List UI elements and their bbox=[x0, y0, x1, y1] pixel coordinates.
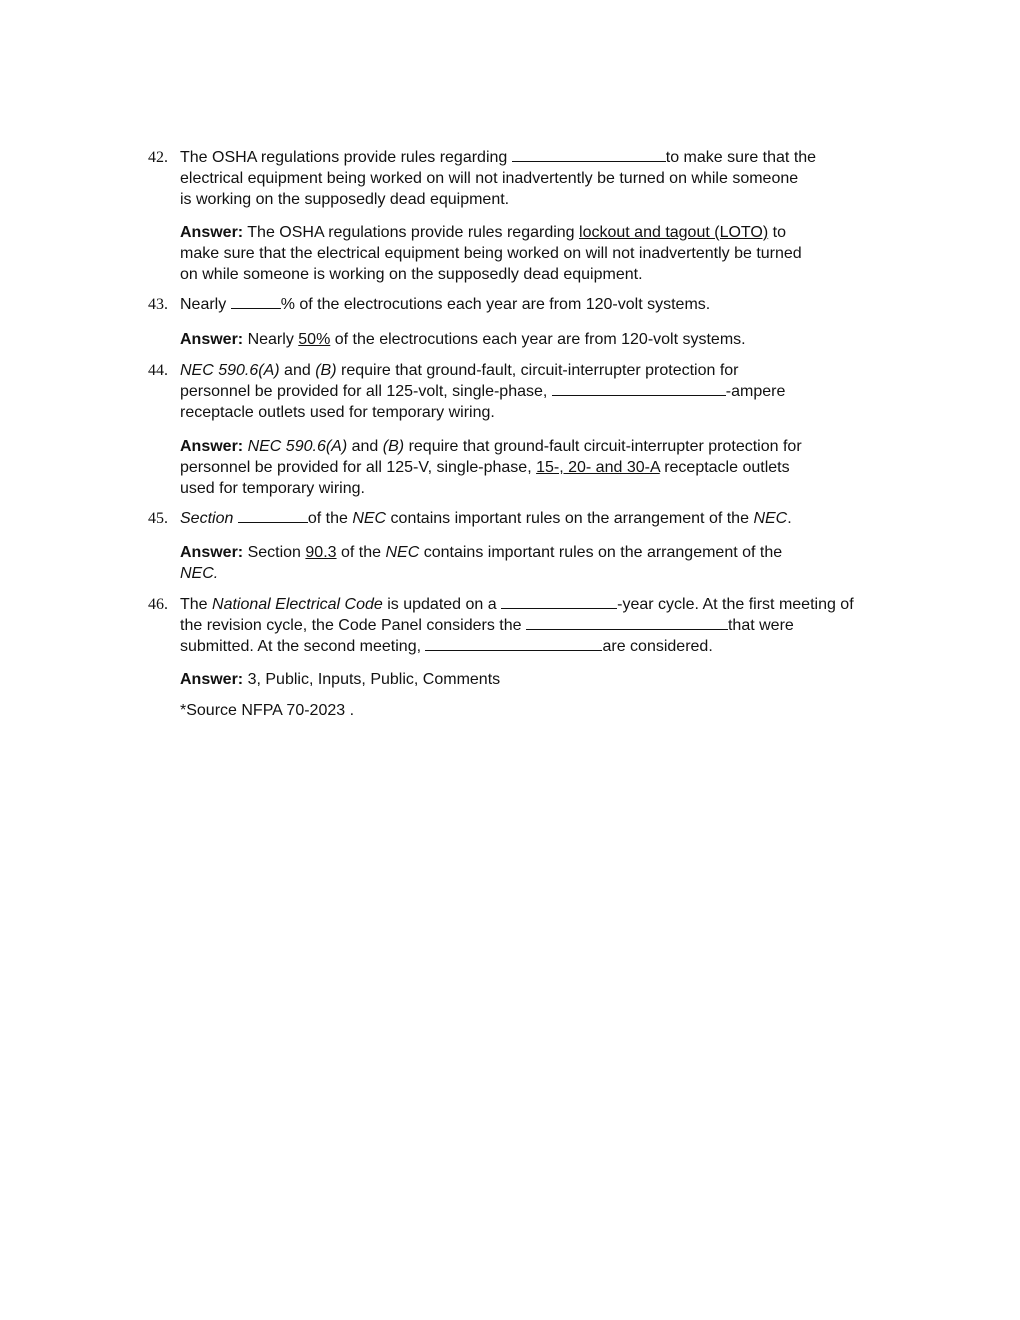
question-46 bbox=[148, 594, 872, 657]
answer-fill: 15-, 20- and 30-A bbox=[536, 459, 660, 476]
answer-46 bbox=[180, 669, 857, 690]
answer-45: Answer: Section 90.3 of the NEC contains important rules on the arrangement of the NEC. bbox=[180, 544, 783, 582]
source-note: *Source NFPA 70-2023 . bbox=[180, 702, 355, 719]
question-number: 42. bbox=[148, 149, 168, 166]
answer-label: Answer: bbox=[180, 544, 244, 561]
answer-42: Answer: The OSHA regulations provide rules regarding lockout and tagout (LOTO) to make sure that the electrical equipment being worked on will not inadvertently be turned on while someone is working on the supposedly dead equipment. bbox=[180, 224, 802, 283]
fill-in-blank[interactable] bbox=[425, 636, 602, 651]
answer-label: Answer: bbox=[180, 224, 244, 241]
question-text: Section of the NEC contains important rules on the arrangement of the NEC. bbox=[180, 510, 792, 527]
answer-fill: lockout and tagout (LOTO) bbox=[579, 224, 769, 241]
fill-in-blank[interactable] bbox=[238, 508, 308, 523]
fill-in-blank[interactable] bbox=[526, 615, 728, 630]
answer-44: Answer: NEC 590.6(A) and (B) require that ground-fault circuit-interrupter protection for personnel be provided for all 125-V, single-phase, 15-, 20- and 30-A receptacle outlets used for temporary wiring. bbox=[180, 438, 802, 497]
question-43 bbox=[148, 294, 872, 315]
question-number: 43. bbox=[148, 296, 168, 313]
answer-label: Answer: bbox=[180, 331, 244, 348]
answer-fill: 90.3 bbox=[305, 544, 337, 561]
question-number: 46. bbox=[148, 596, 168, 613]
question-text: Nearly % of the electrocutions each year are from 120-volt systems. bbox=[180, 296, 711, 313]
fill-in-blank[interactable] bbox=[231, 294, 281, 309]
question-text: The OSHA regulations provide rules regarding to make sure that the electrical equipment being worked on will not inadvertently be turned on while someone is working on the supposedly dead equipment. bbox=[180, 149, 817, 208]
answer-label: Answer: bbox=[180, 671, 244, 688]
question-45 bbox=[148, 508, 872, 529]
question-44 bbox=[148, 360, 872, 423]
answer-fill: 50% bbox=[298, 331, 331, 348]
fill-in-blank[interactable] bbox=[552, 381, 726, 396]
answer-label: Answer: bbox=[180, 438, 244, 455]
answer-text: 3, Public, Inputs, Public, Comments bbox=[247, 671, 501, 688]
fill-in-blank[interactable] bbox=[512, 147, 666, 162]
question-text: NEC 590.6(A) and (B) require that ground-fault, circuit-interrupter protection for personnel be provided for all 125-volt, single-phase, -ampere receptacle outlets used for temporary wiring. bbox=[180, 362, 786, 421]
fill-in-blank[interactable] bbox=[501, 594, 617, 609]
question-number: 45. bbox=[148, 510, 168, 527]
question-text: The National Electrical Code is updated on a -year cycle. At the first meeting of the revision cycle, the Code Panel considers the that were submitted. At the second meeting, are considered. bbox=[180, 596, 854, 655]
answer-43: Answer: Nearly 50% of the electrocutions each year are from 120-volt systems. bbox=[180, 331, 746, 348]
question-number: 44. bbox=[148, 362, 168, 379]
question-42 bbox=[148, 147, 872, 210]
